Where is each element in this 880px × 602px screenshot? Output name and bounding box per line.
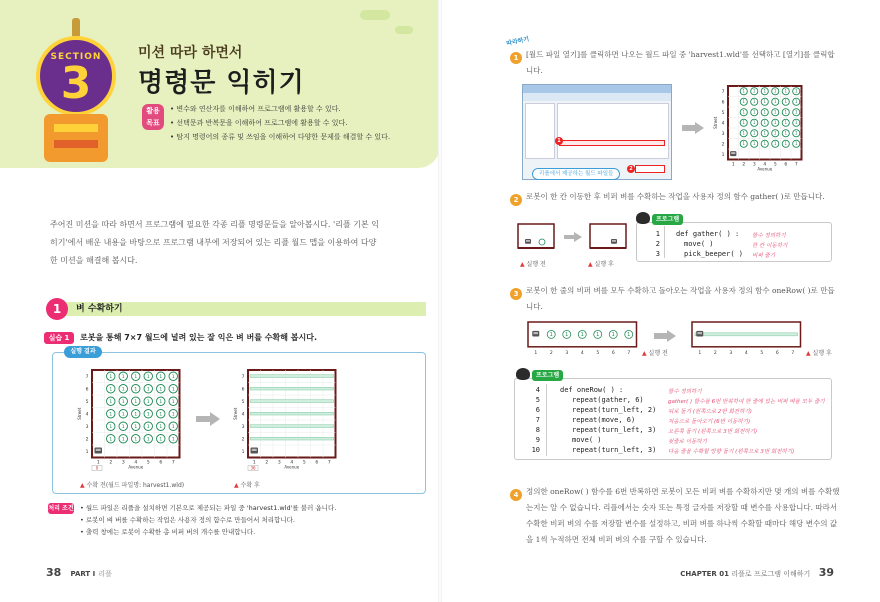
program-tag: 프로그램 bbox=[652, 214, 683, 225]
line-number: 7 bbox=[535, 416, 540, 424]
beeper-count: 1 bbox=[171, 400, 175, 405]
code-annotation: 함수 정의하기 bbox=[668, 389, 702, 395]
x-tick-label: 4 bbox=[134, 460, 138, 466]
x-tick-label: 1 bbox=[731, 162, 735, 168]
x-tick-label: 3 bbox=[752, 162, 756, 168]
x-tick-label: 2 bbox=[549, 350, 553, 356]
beeper-count: 1 bbox=[159, 387, 163, 393]
robot-visor bbox=[612, 240, 616, 242]
beeper-count: 1 bbox=[134, 400, 138, 405]
x-tick-label: 5 bbox=[773, 162, 777, 168]
beeper-count: 1 bbox=[109, 425, 113, 430]
beeper-counter: 0 bbox=[95, 465, 99, 471]
beeper-count: 1 bbox=[752, 99, 756, 105]
x-tick-label: 6 bbox=[611, 350, 615, 356]
y-tick-label: 3 bbox=[85, 425, 89, 431]
x-tick-label: 4 bbox=[744, 350, 748, 356]
x-tick-label: 6 bbox=[775, 350, 779, 356]
goal-badge: 활용 목표 bbox=[142, 104, 164, 130]
follow-along-tag: 따라하기 bbox=[505, 35, 530, 48]
x-tick-label: 5 bbox=[146, 460, 150, 466]
beeper-count: 1 bbox=[742, 109, 746, 115]
beeper-count: 1 bbox=[763, 120, 767, 126]
code-line: pick_beeper( ) bbox=[684, 250, 744, 258]
x-tick-label: 6 bbox=[159, 460, 163, 466]
axis-label-avenue: Avenue bbox=[757, 166, 773, 172]
beeper-count: 1 bbox=[159, 425, 163, 430]
beeper-count: 1 bbox=[134, 375, 138, 380]
x-tick-label: 1 bbox=[698, 350, 702, 356]
x-tick-label: 5 bbox=[596, 350, 600, 356]
world-frame bbox=[518, 224, 554, 248]
right-page: 따라하기 1 [월드 파일 열기]를 클릭하면 나오는 월드 파일 중 'harvest1.wld'를 선택하고 [열기]를 클릭합니다. 1 2 리플에서 제공하는 월드 파일들 7 6 5 4 3 2 1 1 2 3 4 5 6 7 Street Avenue 1 1 1 1 1 1 1 1 1 1 1 1 1 1 1 1 1 1 1 1 1 1 1 1 1 1 1 1 1 1 1 1 1 1 1 1 2 로봇이 한 칸 이동한 후 비퍼 벼를 수확하는 작업을 사용자 정의 함수 gather( )로 만듭니다. ▲ 실행 전 ▲ 실행 후 프로그램 1 def gather( ) : 함수 정의하기 2 move( ) 한 칸 이동하기 3 pick_beeper( ) 비퍼 줍기 3 로봇이 한 줄의 비퍼 벼를 모두 수확하고 돌아오는 작업을 사용자 정의 함수 oneRow( )로 만듭니다. 1 1 2 1 3 1 4 1 5 1 6 1 7 ▲ 실행 전 1 2 3 4 5 6 7 ▲ 실행 후 프로그램 4 def oneRow( ) : 함수 정의하기 5 repeat(gather, 6) gather( ) 함수를 6번 반복하여 한 줄에 있는 비퍼 벼를 모두 줍기 6 repeat(turn_left, 2) 뒤로 돌기 (왼쪽으로 2번 회전하기) 7 repeat(move, 6) 처음으로 돌아오기 (6번 이동하기) 8 repeat(turn_left, 3) 오른쪽 돌기 (왼쪽으로 3번 회전하기) 9 move( ) 윗줄로 이동하기 10 repeat(turn_left, 3) 다음 줄을 수확할 방향 돌기 (왼쪽으로 3번 회전하기) 4 정의한 oneRow( ) 함수를 6번 반복하면 로봇이 모든 비퍼 벼를 수확하지만 몇 개의 벼를 수확했는지는 알 수 없습니다. 리플에서는 숫자 또는 특정 글자를 저장할 때 변수를 사용합니다. 따라서 수확한 비퍼 벼의 수를 저장할 변수를 설정하고, 비퍼 벼를 하나씩 수확할 때마다 해당 변수의 값을 1씩 누적하면 전체 비퍼 벼의 수를 구할 수 있습니다. CHAPTER 01 리플로 프로그램 이해하기 39 bbox=[505, 35, 840, 579]
y-tick-label: 5 bbox=[85, 400, 89, 406]
triangle-icon: ▲ bbox=[234, 482, 239, 489]
code-line: move( ) bbox=[684, 240, 714, 248]
step-number: 3 bbox=[510, 288, 522, 300]
axis-label-avenue: Avenue bbox=[284, 464, 300, 470]
y-tick-label: 2 bbox=[85, 437, 89, 443]
code-line: repeat(move, 6) bbox=[572, 416, 636, 424]
y-tick-label: 6 bbox=[721, 100, 725, 106]
result-tag: 실행 결과 bbox=[64, 346, 102, 358]
chapter-title: 리플로 프로그램 이해하기 bbox=[731, 570, 811, 578]
beeper-count: 1 bbox=[752, 130, 756, 136]
mini-world-after bbox=[586, 220, 630, 256]
beeper-count: 1 bbox=[773, 88, 777, 94]
cat-mascot-icon bbox=[636, 212, 650, 224]
beeper-count: 1 bbox=[146, 375, 150, 380]
beeper-count: 1 bbox=[752, 109, 756, 115]
beeper-count: 1 bbox=[742, 130, 746, 136]
beeper-count: 1 bbox=[794, 141, 798, 147]
beeper-count: 1 bbox=[784, 120, 788, 126]
y-tick-label: 1 bbox=[241, 450, 245, 456]
x-tick-label: 5 bbox=[760, 350, 764, 356]
condition-item: • 로봇이 벼 버를 수확하는 작업은 사용자 정의 함수로 만들어서 처리합니다. bbox=[80, 514, 430, 526]
axis-label-avenue: Avenue bbox=[128, 464, 144, 470]
x-tick-label: 1 bbox=[252, 460, 256, 466]
caption-before: ▲ 실행 전 bbox=[642, 350, 668, 357]
beeper-count: 1 bbox=[146, 387, 150, 393]
beeper-count: 1 bbox=[109, 400, 113, 405]
page-number-right: 39 bbox=[818, 566, 834, 579]
beeper-count: 1 bbox=[134, 412, 138, 418]
beeper-count: 1 bbox=[121, 400, 125, 405]
robot-visor bbox=[697, 332, 702, 334]
axis-label-street: Street bbox=[713, 116, 718, 129]
beeper-count: 1 bbox=[784, 99, 788, 105]
code-line: def oneRow( ) : bbox=[560, 386, 624, 394]
code-annotation: 윗줄로 이동하기 bbox=[668, 439, 707, 445]
row-world-before bbox=[522, 318, 642, 358]
beeper-count: 1 bbox=[627, 332, 631, 339]
robot-visor bbox=[533, 332, 538, 334]
x-tick-label: 1 bbox=[96, 460, 100, 466]
code-annotation: 처음으로 돌아오기 (6번 이동하기) bbox=[668, 419, 751, 425]
y-tick-label: 3 bbox=[241, 425, 245, 431]
code-gutter bbox=[664, 226, 665, 258]
beeper-count: 1 bbox=[134, 437, 138, 443]
beeper-count: 1 bbox=[171, 387, 175, 393]
beeper-count: 1 bbox=[121, 375, 125, 380]
condition-item: • 월드 파일은 리플을 설치하면 기본으로 제공되는 파일 중 'harvest1.wld'를 불러 옵니다. bbox=[80, 502, 430, 514]
x-tick-label: 3 bbox=[277, 460, 281, 466]
dialog-toolbar bbox=[523, 93, 671, 101]
line-number: 5 bbox=[535, 396, 540, 404]
y-tick-label: 7 bbox=[85, 375, 89, 381]
y-tick-label: 4 bbox=[241, 412, 245, 418]
beeper-count: 1 bbox=[752, 88, 756, 94]
code-annotation: 한 칸 이동하기 bbox=[752, 243, 788, 249]
beeper-count: 1 bbox=[752, 141, 756, 147]
step-number: 4 bbox=[510, 489, 522, 501]
beeper-count: 1 bbox=[109, 437, 113, 443]
beeper-count: 1 bbox=[171, 425, 175, 430]
condition-item: • 출력 창에는 로봇이 수확한 총 비퍼 버의 개수를 안내합니다. bbox=[80, 526, 430, 538]
beeper-count: 1 bbox=[742, 141, 746, 147]
beeper-count: 1 bbox=[763, 88, 767, 94]
code-line: def gather( ) : bbox=[676, 230, 740, 238]
y-tick-label: 5 bbox=[241, 400, 245, 406]
x-tick-label: 4 bbox=[763, 162, 767, 168]
step-number: 1 bbox=[510, 52, 522, 64]
marker-1: 1 bbox=[555, 137, 563, 145]
y-tick-label: 1 bbox=[85, 450, 89, 456]
axis-label-street: Street bbox=[77, 407, 82, 420]
caption-after: ▲ 실행 후 bbox=[588, 261, 614, 268]
beeper-count: 1 bbox=[146, 400, 150, 405]
code-annotation: 함수 정의하기 bbox=[752, 233, 786, 239]
step-number: 2 bbox=[510, 194, 522, 206]
robot-visor bbox=[731, 152, 735, 154]
x-tick-label: 2 bbox=[742, 162, 746, 168]
code-annotation: gather( ) 함수를 6번 반복하여 한 줄에 있는 비퍼 벼를 모두 줍기 bbox=[668, 399, 825, 405]
beeper-count: 1 bbox=[784, 130, 788, 136]
cat-mascot-icon bbox=[516, 368, 530, 380]
code-line: repeat(turn_left, 3) bbox=[572, 426, 657, 434]
beeper-count: 1 bbox=[171, 437, 175, 443]
beeper-count: 1 bbox=[159, 400, 163, 405]
beeper-count: 1 bbox=[752, 120, 756, 126]
caption-after: ▲ 수확 후 bbox=[234, 482, 260, 489]
subsection-label: 벼 수확하기 bbox=[76, 304, 123, 314]
beeper-count: 1 bbox=[763, 130, 767, 136]
beeper-count: 1 bbox=[794, 120, 798, 126]
beeper-count: 1 bbox=[773, 99, 777, 105]
y-tick-label: 6 bbox=[85, 387, 89, 393]
x-tick-label: 4 bbox=[290, 460, 294, 466]
chapter-label: CHAPTER 01 bbox=[680, 570, 729, 578]
page-folio-right bbox=[680, 566, 834, 579]
beeper-count: 1 bbox=[171, 412, 175, 418]
dialog-titlebar bbox=[523, 85, 671, 93]
y-tick-label: 7 bbox=[241, 375, 245, 381]
code-line: repeat(turn_left, 3) bbox=[572, 446, 657, 454]
beeper-count: 1 bbox=[159, 412, 163, 418]
code-line: move( ) bbox=[572, 436, 602, 444]
code-annotation: 오른쪽 돌기 (왼쪽으로 3번 회전하기) bbox=[668, 429, 758, 435]
beeper-count: 1 bbox=[794, 109, 798, 115]
row-world-after bbox=[686, 318, 806, 358]
beeper-count: 1 bbox=[773, 120, 777, 126]
beeper-counter: 36 bbox=[250, 465, 256, 471]
caption-before: ▲ 수확 전(월드 파일명: harvest1.wld) bbox=[80, 482, 185, 489]
beeper-count: 1 bbox=[763, 141, 767, 147]
caption-before: ▲ 실행 전 bbox=[520, 261, 546, 268]
program-tag: 프로그램 bbox=[532, 370, 563, 381]
axis-label-street: Street bbox=[233, 407, 238, 420]
x-tick-label: 2 bbox=[265, 460, 269, 466]
beeper-count: 1 bbox=[159, 375, 163, 380]
section-title: 명령문 익히기 bbox=[138, 68, 305, 98]
page-number-left: 38 bbox=[46, 566, 62, 579]
harvested-track bbox=[695, 333, 798, 336]
beeper-count: 1 bbox=[121, 412, 125, 418]
step3-text: 로봇이 한 줄의 비퍼 벼를 모두 수확하고 돌아오는 작업을 사용자 정의 함수 oneRow( )로 만듭니다. bbox=[526, 286, 835, 311]
x-tick-label: 7 bbox=[791, 350, 795, 356]
right-arrow-icon bbox=[564, 232, 582, 242]
beeper-count: 1 bbox=[171, 375, 175, 380]
y-tick-label: 7 bbox=[721, 89, 725, 95]
caption-after: ▲ 실행 후 bbox=[806, 350, 832, 357]
mini-world-before bbox=[514, 220, 558, 256]
triangle-icon: ▲ bbox=[80, 482, 85, 489]
x-tick-label: 1 bbox=[534, 350, 538, 356]
beeper-count: 1 bbox=[121, 387, 125, 393]
page-folio-left: 38 PART I 리플 bbox=[46, 566, 112, 579]
section-subtitle: 미션 따라 하면서 bbox=[138, 45, 243, 61]
beeper-count: 1 bbox=[742, 88, 746, 94]
beeper-marker bbox=[539, 239, 545, 245]
beeper-count: 1 bbox=[784, 88, 788, 94]
step1-text: [월드 파일 열기]를 클릭하면 나오는 월드 파일 중 'harvest1.wld'를 선택하고 [열기]를 클릭합니다. bbox=[526, 50, 835, 75]
y-tick-label: 3 bbox=[721, 131, 725, 137]
code-line: repeat(gather, 6) bbox=[572, 396, 644, 404]
x-tick-label: 7 bbox=[171, 460, 175, 466]
x-tick-label: 3 bbox=[729, 350, 733, 356]
goal-item: • 변수와 연산자를 이해하여 프로그램에 활용할 수 있다. bbox=[170, 102, 430, 116]
line-number: 8 bbox=[535, 426, 540, 434]
conditions-tag: 처리 조건 bbox=[48, 505, 74, 512]
beeper-count: 1 bbox=[773, 130, 777, 136]
beeper-count: 1 bbox=[763, 99, 767, 105]
file-row-highlight[interactable] bbox=[559, 140, 665, 146]
code-gutter bbox=[546, 384, 547, 456]
section-label: SECTION bbox=[50, 52, 102, 62]
step4-text: 정의한 oneRow( ) 함수를 6번 반복하면 로봇이 모든 비퍼 벼를 수확하지만 몇 개의 벼를 수확했는지는 알 수 없습니다. 리플에서는 숫자 또는 특정 글자를 저장할 때 변수를 사용합니다. 따라서 수확한 비퍼 벼의 수를 저장할 변수를 설정하고, 비퍼 벼를 하나씩 수확할 때마다 해당 변수의 값을 1씩 누적하면 전체 비퍼 벼의 수를 구할 수 있습니다. bbox=[526, 487, 840, 544]
dialog-sidebar bbox=[525, 103, 555, 159]
right-arrow-icon bbox=[682, 122, 704, 134]
open-dialog-screenshot bbox=[522, 84, 672, 180]
x-tick-label: 7 bbox=[794, 162, 798, 168]
beeper-count: 1 bbox=[134, 387, 138, 393]
beeper-count: 1 bbox=[794, 99, 798, 105]
beeper-count: 1 bbox=[146, 412, 150, 418]
beeper-count: 1 bbox=[596, 332, 600, 339]
goal-item: • 선택문과 반복문을 이해하여 프로그램에 활용할 수 있다. bbox=[170, 116, 430, 130]
beeper-count: 1 bbox=[742, 99, 746, 105]
x-tick-label: 3 bbox=[121, 460, 125, 466]
y-tick-label: 5 bbox=[721, 110, 725, 116]
marker-2: 2 bbox=[627, 165, 635, 173]
line-number: 4 bbox=[535, 386, 540, 394]
x-tick-label: 6 bbox=[784, 162, 788, 168]
section-number: 3 bbox=[60, 58, 92, 109]
x-tick-label: 2 bbox=[109, 460, 113, 466]
world-grid-loaded bbox=[712, 84, 812, 178]
beeper-count: 1 bbox=[742, 120, 746, 126]
beeper-count: 1 bbox=[784, 141, 788, 147]
x-tick-label: 4 bbox=[580, 350, 584, 356]
y-tick-label: 4 bbox=[85, 412, 89, 418]
beeper-count: 1 bbox=[121, 425, 125, 430]
x-tick-label: 7 bbox=[327, 460, 331, 466]
beeper-count: 1 bbox=[121, 437, 125, 443]
y-tick-label: 1 bbox=[721, 152, 725, 158]
beeper-count: 1 bbox=[159, 437, 163, 443]
beeper-count: 1 bbox=[784, 109, 788, 115]
subsection-number: 1 bbox=[46, 298, 68, 320]
step2-text: 로봇이 한 칸 이동한 후 비퍼 벼를 수확하는 작업을 사용자 정의 함수 gather( )로 만듭니다. bbox=[526, 192, 825, 201]
beeper-count: 1 bbox=[146, 425, 150, 430]
world-frame bbox=[590, 224, 626, 248]
beeper-count: 1 bbox=[794, 130, 798, 136]
line-number: 10 bbox=[531, 446, 540, 454]
y-tick-label: 6 bbox=[241, 387, 245, 393]
code-line: repeat(turn_left, 2) bbox=[572, 406, 657, 414]
y-tick-label: 2 bbox=[721, 142, 725, 148]
y-tick-label: 2 bbox=[241, 437, 245, 443]
intro-paragraph: 주어진 미션을 따라 하면서 프로그램에 필요한 각종 리플 명령문들을 알아봅시다. '리플 기본 익히기'에서 배운 내용을 바탕으로 프로그램 내부에 저장되어 있는 리플 월드 맵을 이용하여 다양한 미션을 해결해 봅시다. bbox=[50, 220, 379, 265]
code-annotation: 뒤로 돌기 (왼쪽으로 2번 회전하기) bbox=[668, 409, 752, 415]
beeper-count: 1 bbox=[773, 109, 777, 115]
beeper-count: 1 bbox=[565, 332, 569, 339]
beeper-count: 1 bbox=[109, 375, 113, 380]
y-tick-label: 4 bbox=[721, 121, 725, 127]
x-tick-label: 6 bbox=[315, 460, 319, 466]
line-number: 9 bbox=[535, 436, 540, 444]
practice-tag: 실습 1 bbox=[44, 332, 74, 344]
line-number: 6 bbox=[535, 406, 540, 414]
code-annotation: 다음 줄을 수확할 방향 돌기 (왼쪽으로 3번 회전하기) bbox=[668, 449, 795, 455]
beeper-count: 1 bbox=[763, 109, 767, 115]
x-tick-label: 3 bbox=[565, 350, 569, 356]
dialog-callout: 리플에서 제공하는 월드 파일들 bbox=[532, 168, 620, 180]
x-tick-label: 5 bbox=[302, 460, 306, 466]
beeper-count: 1 bbox=[146, 437, 150, 443]
beeper-count: 1 bbox=[611, 332, 615, 339]
beeper-count: 1 bbox=[773, 141, 777, 147]
right-arrow-icon bbox=[654, 330, 676, 342]
x-tick-label: 2 bbox=[713, 350, 717, 356]
beeper-count: 1 bbox=[134, 425, 138, 430]
robot-visor bbox=[526, 240, 530, 242]
beeper-count: 1 bbox=[794, 88, 798, 94]
x-tick-label: 7 bbox=[627, 350, 631, 356]
beeper-count: 1 bbox=[109, 412, 113, 418]
dialog-file-list bbox=[557, 103, 669, 159]
practice-text: 로봇을 통해 7×7 월드에 널려 있는 잘 익은 벼 버를 수확해 봅시다. bbox=[80, 333, 317, 342]
beeper-count: 1 bbox=[580, 332, 584, 339]
code-annotation: 비퍼 줍기 bbox=[752, 253, 776, 259]
beeper-count: 1 bbox=[109, 387, 113, 393]
goal-item: • 탐지 명령어의 종류 및 쓰임을 이해하여 다양한 문제를 해결할 수 있다. bbox=[170, 130, 430, 144]
open-button[interactable] bbox=[635, 165, 665, 173]
beeper-count: 1 bbox=[549, 332, 553, 339]
